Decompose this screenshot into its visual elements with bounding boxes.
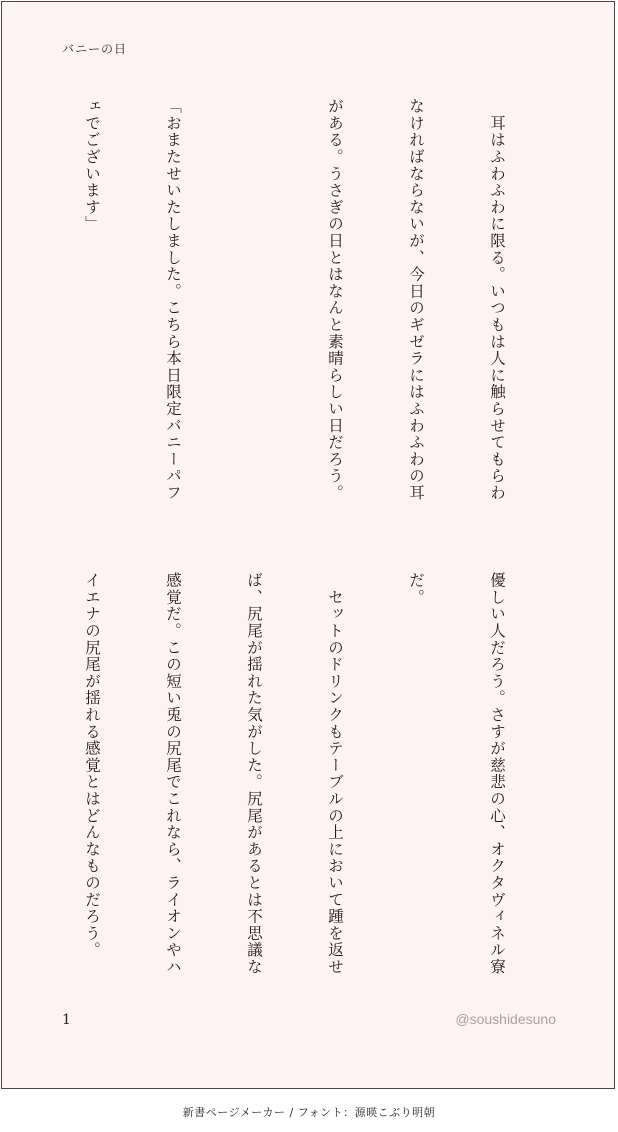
text-line: ば、尻尾が揺れた気がした。尻尾があるとは不思議な — [245, 572, 263, 976]
text-line — [0, 572, 24, 1002]
text-line: 感覚だ。この短い兎の尻尾でこれなら、ライオンやハ — [164, 572, 182, 976]
page-header-title: バニーの日 — [62, 42, 128, 56]
page-number: 1 — [62, 1012, 71, 1028]
text-line: 「おまたせいたしました。こちら本日限定バニーパフ — [164, 98, 182, 502]
text-line — [0, 98, 24, 528]
text-line: なければならないが、今日のギゼラにはふわふわの耳 — [407, 98, 425, 502]
text-line: イエナの尻尾が揺れる感覚とはどんなものだろう。 — [83, 572, 101, 959]
author-credit: @soushidesuno — [455, 1011, 556, 1027]
text-line: 耳はふわふわに限る。いつもは人に触らせてもらわ — [488, 98, 506, 502]
text-line: セットのドリンクもテーブルの上において踵を返せ — [326, 572, 344, 976]
text-block-top — [0, 98, 564, 528]
text-line: 優しい人だろう。さすが慈悲の心、オクタヴィネル寮 — [488, 572, 506, 976]
text-line — [240, 98, 267, 528]
text-line: ェでございます」 — [83, 98, 101, 233]
generator-footer: 新書ページメーカー / フォント：源暎こぶり明朝 — [182, 1106, 436, 1119]
book-page — [1, 1, 615, 1089]
text-line: だ。 — [407, 572, 425, 606]
text-block-bottom — [0, 572, 564, 1002]
text-line: がある。うさぎの日とはなんと素晴らしい日だろう。 — [326, 98, 344, 502]
